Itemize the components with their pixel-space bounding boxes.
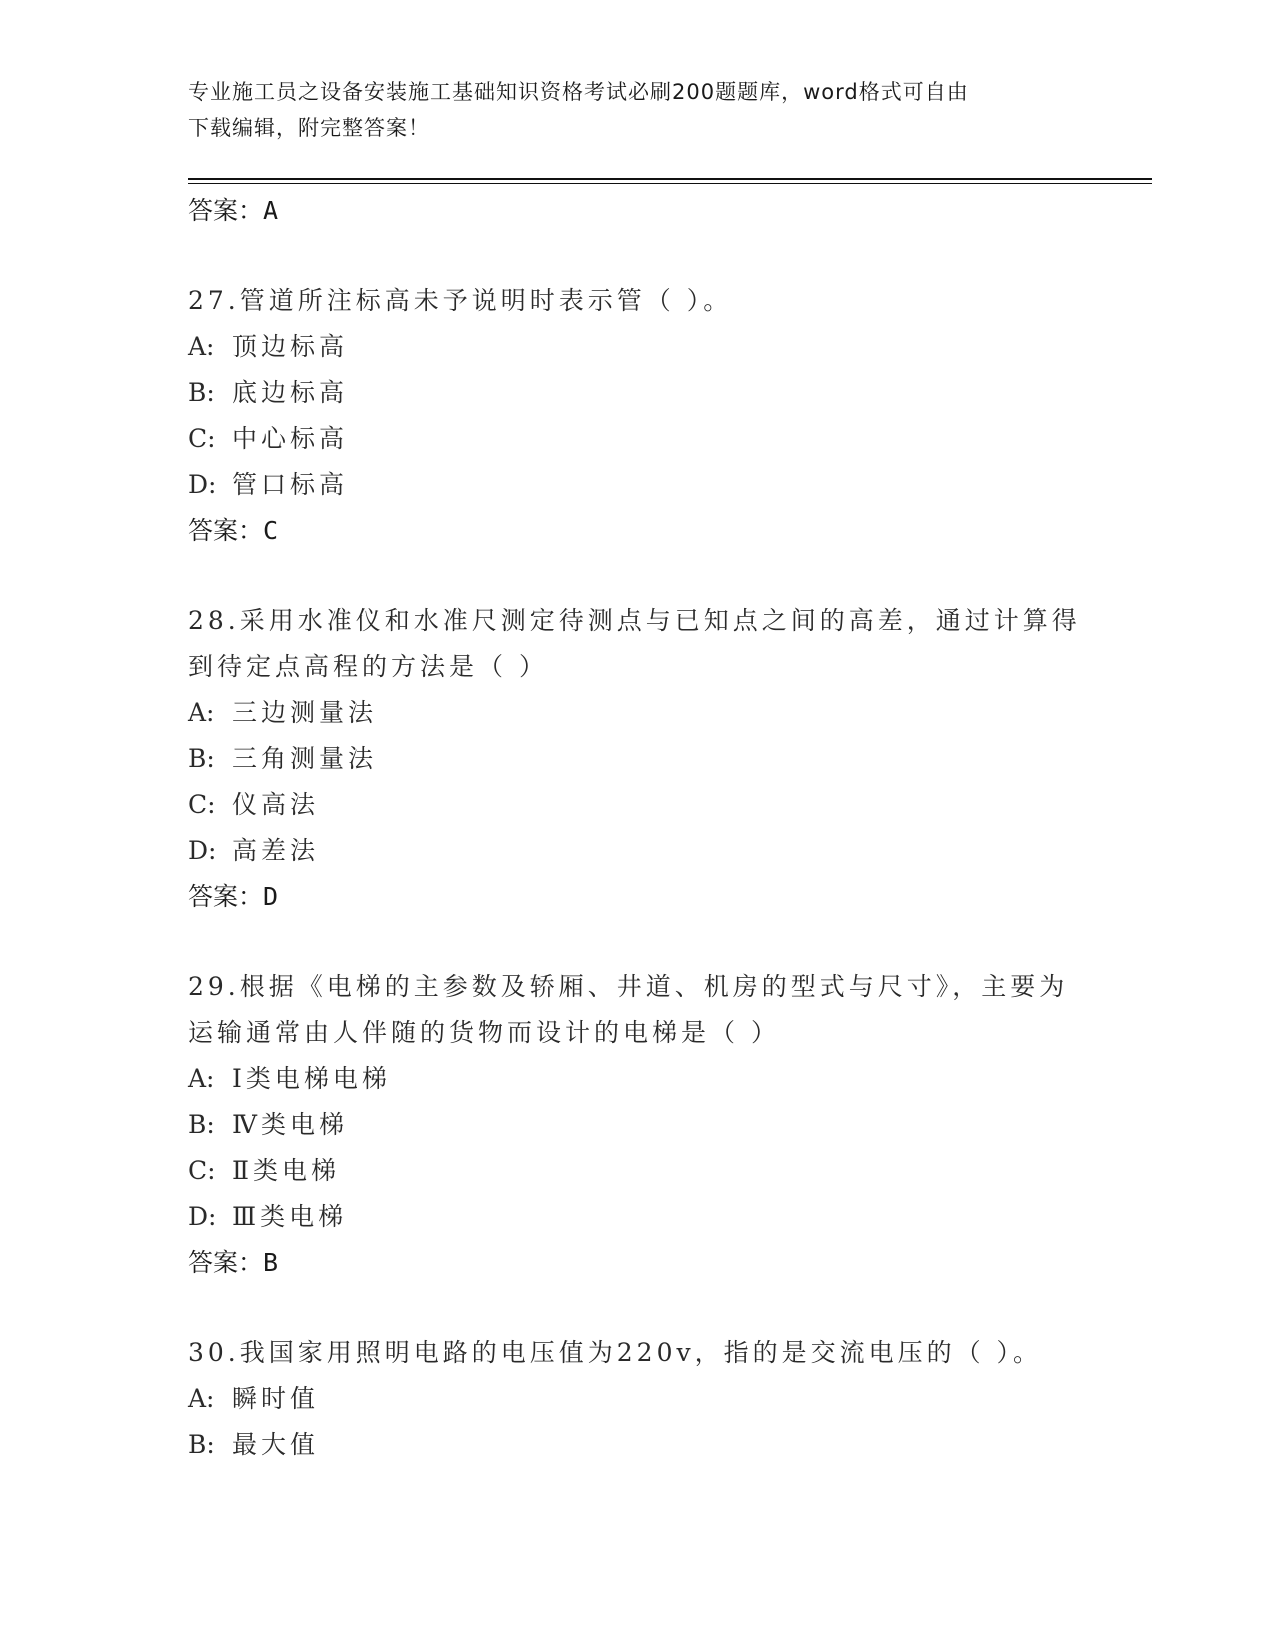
option-text: 最大值 <box>232 1430 320 1459</box>
option-b <box>188 736 1088 782</box>
option-text: 仪高法 <box>232 790 320 819</box>
option-d <box>188 1194 1088 1240</box>
question-block-28 <box>188 598 1088 920</box>
option-text: Ⅰ类电梯电梯 <box>232 1064 391 1093</box>
option-text: 三边测量法 <box>232 698 378 727</box>
answer-line <box>188 874 1088 920</box>
option-text: 底边标高 <box>232 378 349 407</box>
option-key: B: <box>188 744 215 773</box>
option-b <box>188 1102 1088 1148</box>
option-c <box>188 1148 1088 1194</box>
option-text: 高差法 <box>232 836 320 865</box>
option-a <box>188 1056 1088 1102</box>
question-block-29 <box>188 964 1088 1286</box>
option-text: 顶边标高 <box>232 332 349 361</box>
document-header <box>188 74 1088 146</box>
header-line-2: 下载编辑，附完整答案！ <box>188 116 430 140</box>
option-key: A: <box>188 1064 215 1093</box>
header-line-1: 专业施工员之设备安装施工基础知识资格考试必刷200题题库，word格式可自由 <box>188 80 969 104</box>
question-text: 30.我国家用照明电路的电压值为220v，指的是交流电压的（ ）。 <box>188 1338 1043 1367</box>
option-d <box>188 462 1088 508</box>
question-text-line-1: 29.根据《电梯的主参数及轿厢、井道、机房的型式与尺寸》，主要为 <box>188 972 1069 1001</box>
option-key: B: <box>188 1110 215 1139</box>
option-text: 中心标高 <box>232 424 349 453</box>
option-b <box>188 1422 1088 1468</box>
answer-line <box>188 508 1088 554</box>
option-text: 三角测量法 <box>232 744 378 773</box>
question-list <box>188 188 1088 1468</box>
option-a <box>188 690 1088 736</box>
option-text: 瞬时值 <box>232 1384 320 1413</box>
answer-value: B <box>263 1248 279 1277</box>
option-c <box>188 782 1088 828</box>
question-text <box>188 964 1088 1056</box>
answer-value: A <box>263 196 279 225</box>
answer-value: C <box>263 516 279 545</box>
answer-label: 答案： <box>188 516 264 545</box>
question-text-line-2: 运输通常由人伴随的货物而设计的电梯是（ ） <box>188 1018 780 1047</box>
option-d <box>188 828 1088 874</box>
answer-label: 答案： <box>188 196 264 225</box>
header-divider-thin <box>188 183 1152 184</box>
question-text: 27.管道所注标高未予说明时表示管（ ）。 <box>188 286 733 315</box>
option-a <box>188 1376 1088 1422</box>
option-key: B: <box>188 378 215 407</box>
question-text-line-2: 到待定点高程的方法是（ ） <box>188 652 548 681</box>
answer-label: 答案： <box>188 882 264 911</box>
question-text <box>188 598 1088 690</box>
option-text: Ⅲ类电梯 <box>232 1202 348 1231</box>
answer-label: 答案： <box>188 1248 264 1277</box>
option-key: D: <box>188 470 217 499</box>
option-key: D: <box>188 836 217 865</box>
option-key: C: <box>188 790 216 819</box>
option-text: Ⅳ类电梯 <box>232 1110 348 1139</box>
question-block-27 <box>188 278 1088 554</box>
header-divider-thick <box>188 178 1152 180</box>
option-text: Ⅱ类电梯 <box>232 1156 340 1185</box>
option-text: 管口标高 <box>232 470 349 499</box>
option-key: A: <box>188 332 215 361</box>
answer-value: D <box>263 882 279 911</box>
option-key: A: <box>188 1384 215 1413</box>
question-text-line-1: 28.采用水准仪和水准尺测定待测点与已知点之间的高差，通过计算得 <box>188 606 1081 635</box>
answer-line <box>188 1240 1088 1286</box>
option-key: C: <box>188 424 216 453</box>
option-key: C: <box>188 1156 216 1185</box>
answer-line-prev <box>188 188 1088 234</box>
question-block-30 <box>188 1330 1088 1468</box>
option-a <box>188 324 1088 370</box>
option-key: A: <box>188 698 215 727</box>
option-key: D: <box>188 1202 217 1231</box>
option-key: B: <box>188 1430 215 1459</box>
option-c <box>188 416 1088 462</box>
option-b <box>188 370 1088 416</box>
